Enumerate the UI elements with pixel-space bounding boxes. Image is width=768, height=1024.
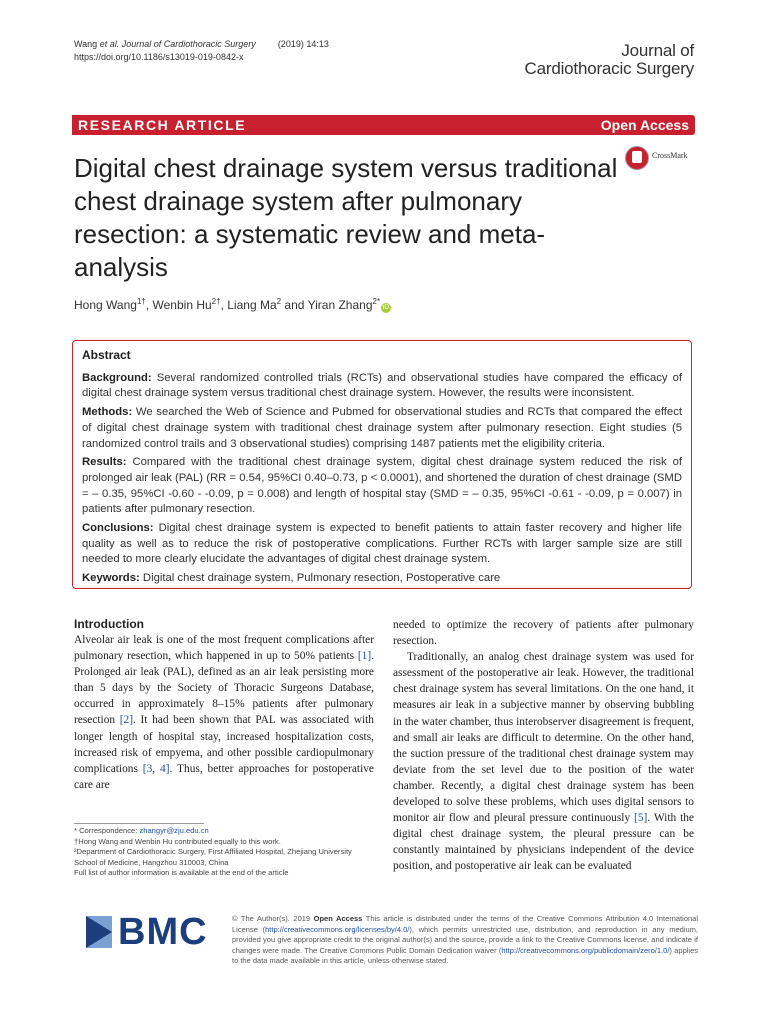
crossmark-label: CrossMark: [652, 151, 688, 160]
methods-label: Methods:: [82, 406, 133, 419]
crossmark-badge[interactable]: [625, 146, 695, 172]
reference-link[interactable]: [5]: [634, 812, 648, 825]
open-access-label: Open Access: [600, 117, 689, 133]
intro-text: . It had been shown that PAL was associated with longer length of hospital stay, increased hospitalization costs, increased risk of empyema, and other possible cardiopulmonary complications: [74, 714, 374, 775]
abstract-heading: Abstract: [82, 348, 131, 362]
author-info-note: Full list of author information is available at the end of the article: [74, 868, 289, 877]
license-text: ) applies to the data made available in this article, unless otherwise stated.: [232, 945, 698, 966]
reference-link[interactable]: [3: [142, 762, 153, 775]
correspondence-email[interactable]: zhangyr@zju.edu.cn: [139, 826, 209, 835]
author-separator: ,: [145, 298, 153, 312]
orcid-icon[interactable]: iD: [382, 304, 390, 311]
intro-text: . Thus, better approaches for postoperative care are: [74, 762, 374, 791]
footnote-divider: [74, 823, 204, 824]
citation-header: [74, 38, 329, 64]
citation-etal: et al.: [99, 39, 120, 49]
intro-text: Alveolar air leak is one of the most frequent complications after pulmonary resection, which happened in up to 50% patients: [74, 634, 374, 663]
equal-contribution-note: †Hong Wang and Wenbin Hu contributed equally to this work.: [74, 836, 281, 846]
citation-authors: Wang: [74, 39, 98, 49]
intro-column-right: [393, 617, 694, 875]
section-heading-introduction: Introduction: [74, 617, 144, 631]
reference-link[interactable]: [2]: [119, 714, 134, 727]
conclusions-text: Digital chest drainage system is expected to benefit patients to attain faster recovery and higher life quality as well as to reduce the risk of postoperative complications. Further RCTs with larger sample size are still needed to more clearly elucidate the advantages of digital chest drainage system.: [82, 522, 682, 566]
intro-column-left: [74, 632, 374, 793]
article-type-label: RESEARCH ARTICLE: [78, 117, 247, 133]
license-link[interactable]: http://creativecommons.org/publicdomain/zero/1.0/: [501, 945, 670, 955]
abstract-results: [82, 455, 682, 518]
background-text: Several randomized controlled trials (RCTs) and observational studies have compared the efficacy of digital chest drainage system versus traditional chest drainage system. However, the results were inconsistent.: [82, 371, 682, 400]
methods-text: We searched the Web of Science and Pubmed for observational studies and RCTs that compared the effect of digital chest drainage system with traditional chest drainage system after pulmonary resection. Eight studies (5 randomized control trails and 3 observational studies) comprising 1487 patients met the eligibility criteria.: [82, 406, 682, 450]
journal-logo: [525, 42, 694, 78]
results-text: Compared with the traditional chest drainage system, digital chest drainage system reduced the risk of prolonged air leak (PAL) (RR = 0.54, 95%CI 0.40–0.73, p < 0.0001), and shortened the duration of chest drainage (SMD = – 0.35, 95%CI -0.60 - -0.09, p = 0.008) and length of hospital stay (SMD = – 0.35, 95%CI -0.61 - -0.09, p = 0.007) in patients after pulmonary resection.: [82, 456, 682, 516]
correspondence-label: * Correspondence:: [74, 826, 140, 835]
intro-paragraph: needed to optimize the recovery of patients after pulmonary resection.: [393, 619, 694, 648]
author-affiliation: 2*: [372, 297, 381, 306]
keywords-label: Keywords:: [82, 572, 140, 585]
abstract-methods: [82, 405, 682, 452]
license-open-access: Open Access: [313, 914, 363, 923]
author-name: Hong Wang: [74, 298, 137, 312]
abstract-background: [82, 371, 682, 402]
license-statement: [232, 914, 698, 967]
license-text: This article is distributed under the terms of the Creative Commons Attribution 4.0 International License (: [232, 914, 699, 934]
intro-text: Traditionally, an analog chest drainage system was used for assessment of the postoperative air leak. However, the traditional chest drainage system has several limitations. On the one hand, it measures air leak in a subjective manner by observing bubbling in the water chamber, thus interobserver disagreement is frequent, and small air leaks are difficult to determine. On the other hand, the suction pressure of the traditional chest drainage system may deviate from the set level due to the position of the water chamber. Recently, a digital chest drainage system has been developed to solve these problems, which uses digital sensors to monitor air flow and pleural pressure continuously: [393, 651, 694, 825]
conclusions-label: Conclusions:: [82, 522, 154, 535]
intro-paragraph: [393, 649, 694, 874]
author-name: Liang Ma: [227, 298, 277, 312]
doi-link[interactable]: https://doi.org/10.1186/s13019-019-0842-x: [74, 52, 244, 62]
author-separator: ,: [220, 298, 228, 312]
results-label: Results:: [82, 456, 127, 469]
license-link[interactable]: http://creativecommons.org/licenses/by/4.0/: [265, 924, 410, 934]
reference-link[interactable]: 4]: [160, 762, 170, 775]
bmc-logo[interactable]: [86, 910, 214, 954]
abstract-keywords: [82, 571, 682, 587]
affiliation-note: ²Department of Cardiothoracic Surgery, First Affiliated Hospital, Zhejiang University School of Medicine, Hangzhou 310003, China: [74, 847, 352, 867]
citation-journal: Journal of Cardiothoracic Surgery: [121, 39, 256, 49]
keywords-text: Digital chest drainage system, Pulmonary resection, Postoperative care: [139, 572, 501, 585]
author-affiliation: 1†: [136, 297, 146, 306]
intro-text: . With the digital chest drainage system, the pleural pressure can be constantly maintained by physicians independent of the device position, and postoperative air leak can be evaluated: [393, 812, 694, 873]
journal-name-line2: Cardiothoracic Surgery: [524, 59, 694, 78]
journal-name-line1: Journal of: [621, 41, 694, 60]
author-affiliation: 2†: [211, 297, 221, 306]
license-text: © The Author(s). 2019: [232, 914, 314, 923]
author-name: Yiran Zhang: [307, 298, 373, 312]
author-affiliation: 2: [276, 297, 282, 306]
license-text: ), which permits unrestricted use, distribution, and reproduction in any medium, provided you give appropriate credit to the original author(s) and the source, provide a link to the Creative Commons license, and indicate if changes were made. The Creative Commons Public Domain Dedication waiver (: [232, 924, 698, 955]
abstract-box: [72, 340, 692, 589]
reference-link[interactable]: [1]: [357, 650, 372, 663]
background-label: Background:: [82, 371, 152, 384]
abstract-conclusions: [82, 521, 682, 568]
citation-year: (2019) 14:13: [277, 39, 329, 49]
author-separator: and: [281, 298, 308, 312]
correspondence-note: [74, 826, 374, 837]
bmc-logo-icon: [86, 910, 116, 954]
article-type-banner: [72, 115, 695, 135]
author-list: [74, 297, 391, 313]
bmc-logo-text: BMC: [118, 911, 208, 953]
author-name: Wenbin Hu: [152, 298, 212, 312]
intro-text: . Prolonged air leak (PAL), defined as an air leak persisting more than 5 days by the Society of Thoracic Surgeons Database, occurred in approximately 8–15% patients after pulmonary resection: [74, 650, 374, 727]
article-title: Digital chest drainage system versus traditional chest drainage system after pulmonary resection: a systematic review and meta-analysis: [74, 153, 618, 282]
reference-separator: ,: [152, 762, 161, 775]
footnotes: [74, 826, 374, 879]
